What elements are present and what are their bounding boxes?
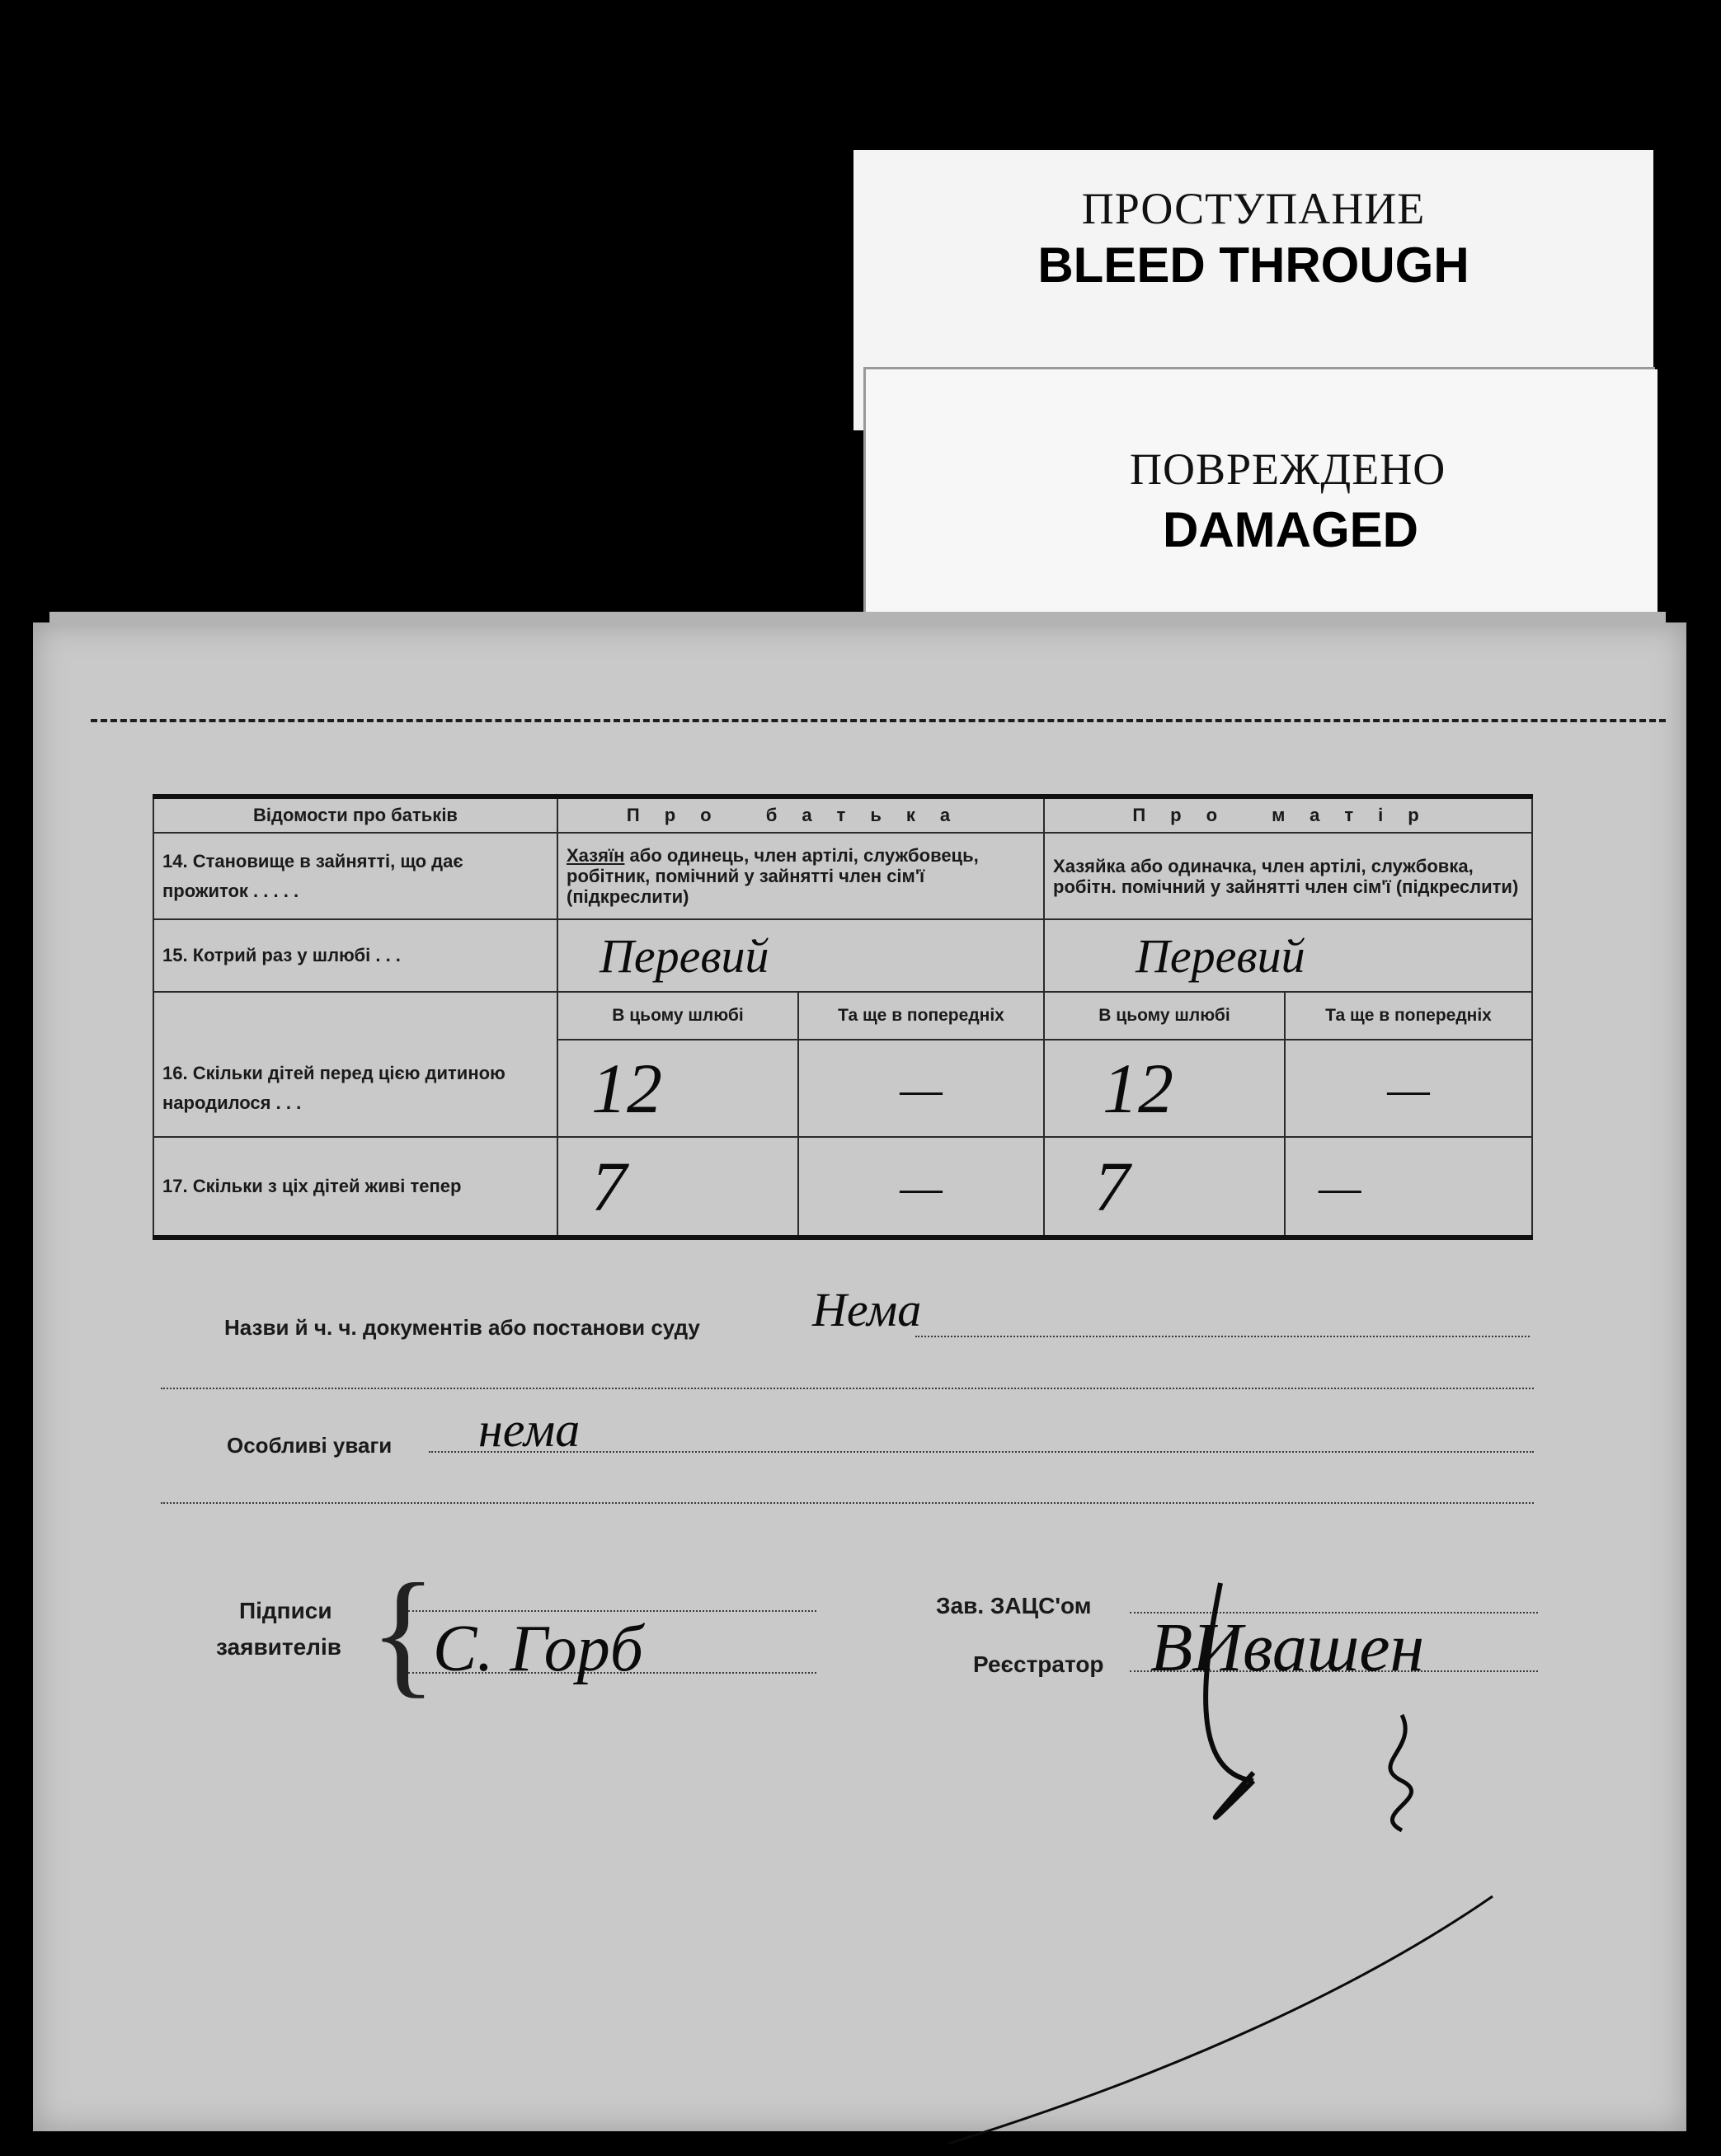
row17-v1: 7 [591, 1147, 627, 1226]
subheader-empty [153, 992, 557, 1040]
applicants-brace-icon: { [369, 1555, 437, 1710]
table-row-14 [153, 833, 1532, 919]
row17-v3: 7 [1094, 1147, 1131, 1226]
row16-v2: — [900, 1061, 943, 1116]
subheader-father-this: В цьому шлюбі [557, 992, 798, 1040]
applicants-signatures-label-1: Підписи [239, 1598, 332, 1623]
damaged-ru: ПОВРЕЖДЕНО [1130, 444, 1446, 494]
row15-father-handwriting: Перевий [600, 928, 769, 983]
row17-mother-prev [1285, 1137, 1532, 1238]
documents-dotted-line-2 [161, 1388, 1534, 1389]
special-notes-label: Особливі уваги [227, 1433, 393, 1458]
row14-father-underlined: Хазяїн [567, 845, 625, 866]
table-row-16 [153, 1040, 1532, 1137]
row16-mother-prev [1285, 1040, 1532, 1137]
row15-father [557, 919, 1044, 992]
row16-father-prev [798, 1040, 1044, 1137]
damaged-label [866, 369, 1658, 621]
header-parents-info: Відомости про батьків [153, 796, 557, 833]
table-header-row [153, 796, 1532, 833]
table-row-17 [153, 1137, 1532, 1238]
row16-v1: 12 [591, 1049, 662, 1128]
documents-dotted-line [915, 1336, 1530, 1337]
row17-mother-this [1044, 1137, 1285, 1238]
row16-v3: 12 [1103, 1049, 1174, 1128]
row17-father-prev [798, 1137, 1044, 1238]
registrar-signature: ВИвашен [1150, 1609, 1425, 1686]
header-father: Про батька [557, 796, 1044, 833]
head-zags-label: Зав. ЗАЦС'ом [936, 1593, 1092, 1618]
subheader-mother-prev: Та ще в попередніх [1285, 992, 1532, 1040]
row16-label: 16. Скільки дітей перед цією дитиною народилося . . . [153, 1040, 557, 1137]
row15-mother-handwriting: Перевий [1136, 928, 1305, 983]
parents-info-table [153, 794, 1533, 1240]
damaged-en: DAMAGED [1163, 502, 1418, 557]
subheader-father-prev: Та ще в попередніх [798, 992, 1044, 1040]
row17-v2: — [900, 1159, 943, 1214]
row17-v4: — [1319, 1159, 1361, 1214]
documents-handwriting: Нема [812, 1283, 922, 1336]
row14-label [153, 833, 557, 919]
row17-father-this [557, 1137, 798, 1238]
table-row-15 [153, 919, 1532, 992]
notes-dotted-line-2 [161, 1502, 1534, 1504]
row16-mother-this [1044, 1040, 1285, 1137]
header-mother: Про матір [1044, 796, 1532, 833]
notes-dotted-line [429, 1451, 1534, 1453]
documents-label: Назви й ч. ч. документів або постанови суду [224, 1315, 700, 1340]
row14-father-rest: або одинець, член артілі, службовець, робітник, помічний у зайнятті член сім'ї (підкреслити) [567, 845, 979, 907]
row15-label: 15. Котрий раз у шлюбі . . . [153, 919, 557, 992]
applicant-signature: С. Горб [433, 1613, 643, 1685]
bleed-through-ru: ПРОСТУПАНИЕ [1081, 184, 1426, 233]
row14-label-line1: 14. Становище в зайнятті, що дає [162, 850, 463, 871]
row17-label: 17. Скільки з ціх дітей живі тепер [153, 1137, 557, 1238]
row16-v4: — [1387, 1061, 1430, 1116]
special-notes-handwriting: нема [478, 1402, 581, 1457]
row16-father-this [557, 1040, 798, 1137]
row14-mother: Хазяйка або одиначка, член артілі, службовка, робітн. помічний у зайнятті член сім'ї (підкреслити) [1044, 833, 1532, 919]
applicants-signatures-label-2: заявителів [216, 1634, 341, 1660]
bleed-through-en: BLEED THROUGH [1037, 237, 1469, 293]
parents-info-table-wrap [153, 794, 1531, 1252]
subheader-mother-this: В цьому шлюбі [1044, 992, 1285, 1040]
table-subheader-row [153, 992, 1532, 1040]
tear-off-line [91, 719, 1666, 722]
row14-label-line2: прожиток . . . . . [162, 880, 299, 901]
row15-mother [1044, 919, 1532, 992]
long-pen-stroke-icon [940, 1880, 1517, 2152]
registrar-label: Реєстратор [973, 1651, 1104, 1677]
row14-father [557, 833, 1044, 919]
